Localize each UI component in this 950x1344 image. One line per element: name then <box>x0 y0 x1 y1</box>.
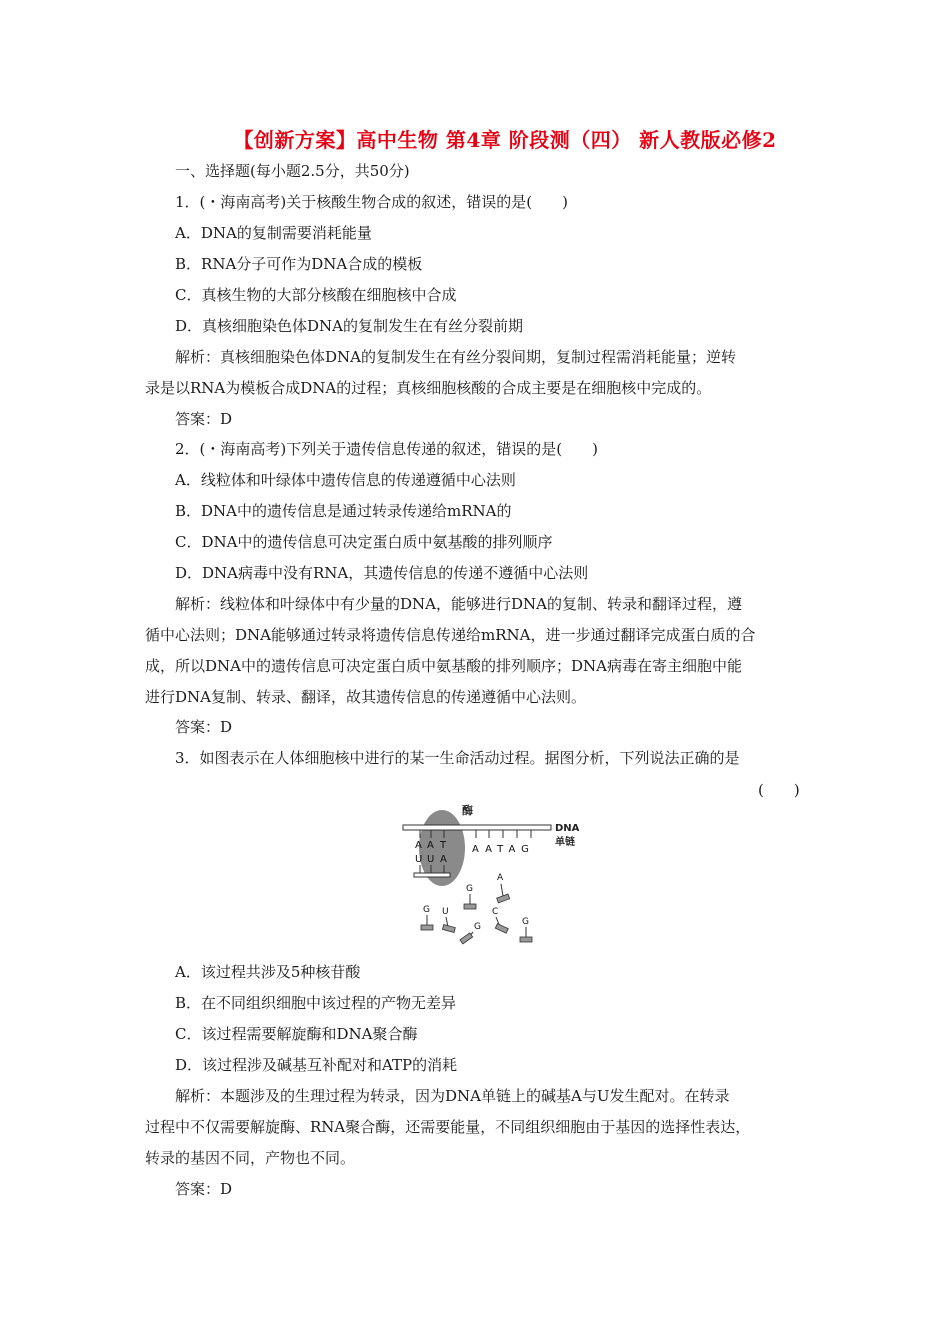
q1-option-a: A．DNA的复制需要消耗能量 <box>175 224 372 242</box>
q2-option-b: B．DNA中的遗传信息是通过转录传递给mRNA的 <box>175 502 512 520</box>
dna-label: DNA <box>555 823 580 834</box>
q2-option-d: D．DNA病毒中没有RNA，其遗传信息的传递不遵循中心法则 <box>175 564 589 582</box>
template-bases: AATAG <box>472 844 535 855</box>
q3-option-d: D．该过程涉及碱基互补配对和ATP的消耗 <box>175 1056 458 1074</box>
paired-bottom-2: U <box>427 854 435 865</box>
paired-bottom-1: U <box>415 854 423 865</box>
q2-answer: 答案：D <box>175 718 233 736</box>
q3-answer-paren: ( ) <box>758 781 800 799</box>
q1-analysis: 解析：真核细胞染色体DNA的复制发生在有丝分裂间期，复制过程需消耗能量；逆转 <box>175 348 736 366</box>
q2-option-c: C．DNA中的遗传信息可决定蛋白质中氨基酸的排列顺序 <box>175 533 553 551</box>
q2-analysis-cont-1: 循中心法则；DNA能够通过转录将遗传信息传递给mRNA，进一步通过翻译完成蛋白质的合 <box>145 626 756 644</box>
free-nt-7: G <box>522 917 529 927</box>
q2-stem: 2．(・海南高考)下列关于遗传信息传递的叙述，错误的是( ) <box>175 440 598 458</box>
q3-analysis-cont-2: 转录的基因不同，产物也不同。 <box>145 1149 356 1167</box>
paired-top-1: A <box>415 840 422 851</box>
q3-option-b: B．在不同组织细胞中该过程的产物无差异 <box>175 994 457 1012</box>
free-nt-5: C <box>492 907 499 917</box>
q2-analysis-cont-3: 进行DNA复制、转录、翻译，故其遗传信息的传递遵循中心法则。 <box>145 688 586 706</box>
q3-analysis-cont-1: 过程中不仅需要解旋酶、RNA聚合酶，还需要能量，不同组织细胞由于基因的选择性表达， <box>145 1118 751 1136</box>
q2-analysis: 解析：线粒体和叶绿体中有少量的DNA，能够进行DNA的复制、转录和翻译过程，遵 <box>175 595 742 613</box>
free-nt-6: G <box>474 922 481 932</box>
single-strand-label: 单链 <box>555 837 575 848</box>
section-heading: 一、选择题(每小题2.5分，共50分) <box>175 162 410 180</box>
free-nt-3: G <box>423 905 430 915</box>
paired-top-3: T <box>440 840 447 851</box>
q1-answer: 答案：D <box>175 410 233 428</box>
dna-backbone <box>403 825 551 830</box>
q3-analysis: 解析：本题涉及的生理过程为转录，因为DNA单链上的碱基A与U发生配对。在转录 <box>175 1087 730 1105</box>
paired-top-2: A <box>427 840 434 851</box>
enzyme-label: 酶 <box>462 804 473 817</box>
q3-answer: 答案：D <box>175 1180 233 1198</box>
transcription-figure <box>400 800 600 945</box>
document-title: 【创新方案】高中生物 第4章 阶段测（四） 新人教版必修2 <box>233 128 777 152</box>
q2-analysis-cont-2: 成，所以DNA中的遗传信息可决定蛋白质中氨基酸的排列顺序；DNA病毒在寄主细胞中能 <box>145 657 742 675</box>
q3-stem: 3．如图表示在人体细胞核中进行的某一生命活动过程。据图分析，下列说法正确的是 <box>175 749 740 767</box>
q3-option-a: A．该过程共涉及5种核苷酸 <box>175 963 361 981</box>
q1-stem: 1．(・海南高考)关于核酸生物合成的叙述，错误的是( ) <box>175 193 568 211</box>
q1-option-b: B．RNA分子可作为DNA合成的模板 <box>175 255 423 273</box>
q3-option-c: C．该过程需要解旋酶和DNA聚合酶 <box>175 1025 418 1043</box>
free-nt-4: U <box>442 907 449 917</box>
q1-option-d: D．真核细胞染色体DNA的复制发生在有丝分裂前期 <box>175 317 524 335</box>
q1-analysis-cont: 录是以RNA为模板合成DNA的过程；真核细胞核酸的合成主要是在细胞核中完成的。 <box>145 379 712 397</box>
paired-bottom-3: A <box>440 854 447 865</box>
q2-option-a: A．线粒体和叶绿体中遗传信息的传递遵循中心法则 <box>175 471 516 489</box>
free-nt-2: G <box>466 884 473 894</box>
q1-option-c: C．真核生物的大部分核酸在细胞核中合成 <box>175 286 457 304</box>
free-nt-1: A <box>497 873 504 883</box>
